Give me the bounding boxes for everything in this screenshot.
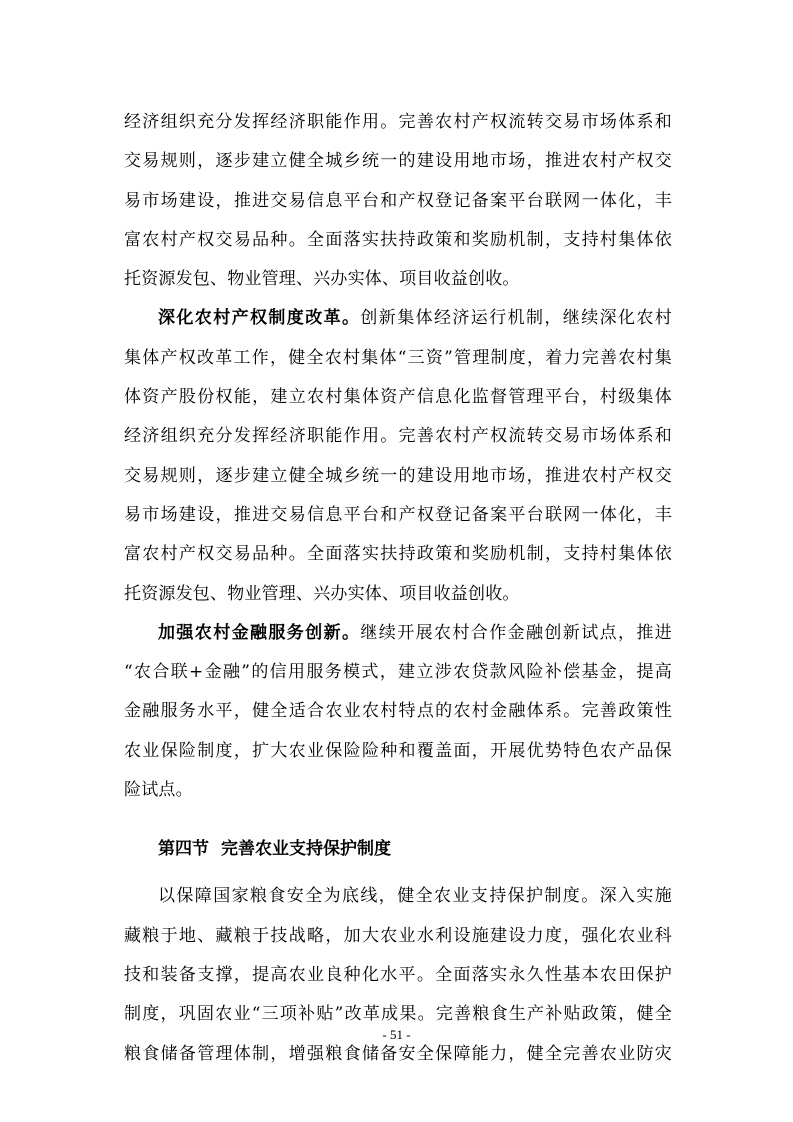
text-line: 易市场建设，推进交易信息平台和产权登记备案平台联网一体化，丰 <box>124 190 672 211</box>
text-line: 易市场建设，推进交易信息平台和产权登记备案平台联网一体化，丰 <box>124 504 672 525</box>
text-line <box>124 614 672 653</box>
text-line: 交易规则，逐步建立健全城乡统一的建设用地市场，推进农村产权交 <box>124 465 672 486</box>
text-line: 托资源发包、物业管理、兴办实体、项目收益创收。 <box>124 269 520 290</box>
text-line: 险试点。 <box>124 780 193 801</box>
page-number: - 51 - <box>382 1027 411 1042</box>
paragraph-text: 继续开展农村合作金融创新试点，推进 <box>360 622 672 643</box>
section-spacer <box>124 810 672 822</box>
text-line: 集体产权改革工作，健全农村集体“三资”管理制度，着力完善农村集 <box>124 347 672 368</box>
paragraph-text: 创新集体经济运行机制，继续深化农村 <box>360 308 672 329</box>
text-line: 托资源发包、物业管理、兴办实体、项目收益创收。 <box>124 583 520 604</box>
body-text <box>124 103 672 1074</box>
text-line: “农合联+金融”的信用服务模式，建立涉农贷款风险补偿基金，提高 <box>124 662 672 683</box>
paragraph-agri-support <box>124 877 672 1073</box>
text-line <box>124 299 672 338</box>
text-line: 技和装备支撑，提高农业良种化水平。全面落实永久性基本农田保护 <box>124 964 672 985</box>
paragraph-property-rights-reform <box>124 299 672 613</box>
text-line: 富农村产权交易品种。全面落实扶持政策和奖励机制，支持村集体依 <box>124 544 672 565</box>
text-line: 体资产股份权能，建立农村集体资产信息化监督管理平台，村级集体 <box>124 387 672 408</box>
paragraph-continued <box>124 103 672 299</box>
text-line: 藏粮于地、藏粮于技战略，加大农业水利设施建设力度，强化农业科 <box>124 925 672 946</box>
section-number: 第四节 <box>158 839 209 860</box>
text-line: 经济组织充分发挥经济职能作用。完善农村产权流转交易市场体系和 <box>124 112 672 132</box>
text-line: 经济组织充分发挥经济职能作用。完善农村产权流转交易市场体系和 <box>124 426 672 447</box>
text-line: 金融服务水平，健全适合农业农村特点的农村金融体系。完善政策性 <box>124 701 672 722</box>
text-line: 富农村产权交易品种。全面落实扶持政策和奖励机制，支持村集体依 <box>124 229 672 250</box>
text-line: 制度，巩固农业“三项补贴”改革成果。完善粮食生产补贴政策，健全 <box>124 1004 672 1025</box>
section-heading <box>124 822 672 877</box>
text-line: 粮食储备管理体制，增强粮食储备安全保障能力，健全完善农业防灾 <box>124 1043 672 1064</box>
text-line: 农业保险制度，扩大农业保险险种和覆盖面，开展优势特色农产品保 <box>124 740 672 761</box>
text-line: 交易规则，逐步建立健全城乡统一的建设用地市场，推进农村产权交 <box>124 151 672 172</box>
paragraph-lead: 加强农村金融服务创新。 <box>158 622 361 643</box>
text-line: 以保障国家粮食安全为底线，健全农业支持保护制度。深入实施 <box>158 886 672 907</box>
section-title: 完善农业支持保护制度 <box>221 839 391 860</box>
paragraph-rural-finance <box>124 614 672 810</box>
paragraph-lead: 深化农村产权制度改革。 <box>158 308 361 329</box>
